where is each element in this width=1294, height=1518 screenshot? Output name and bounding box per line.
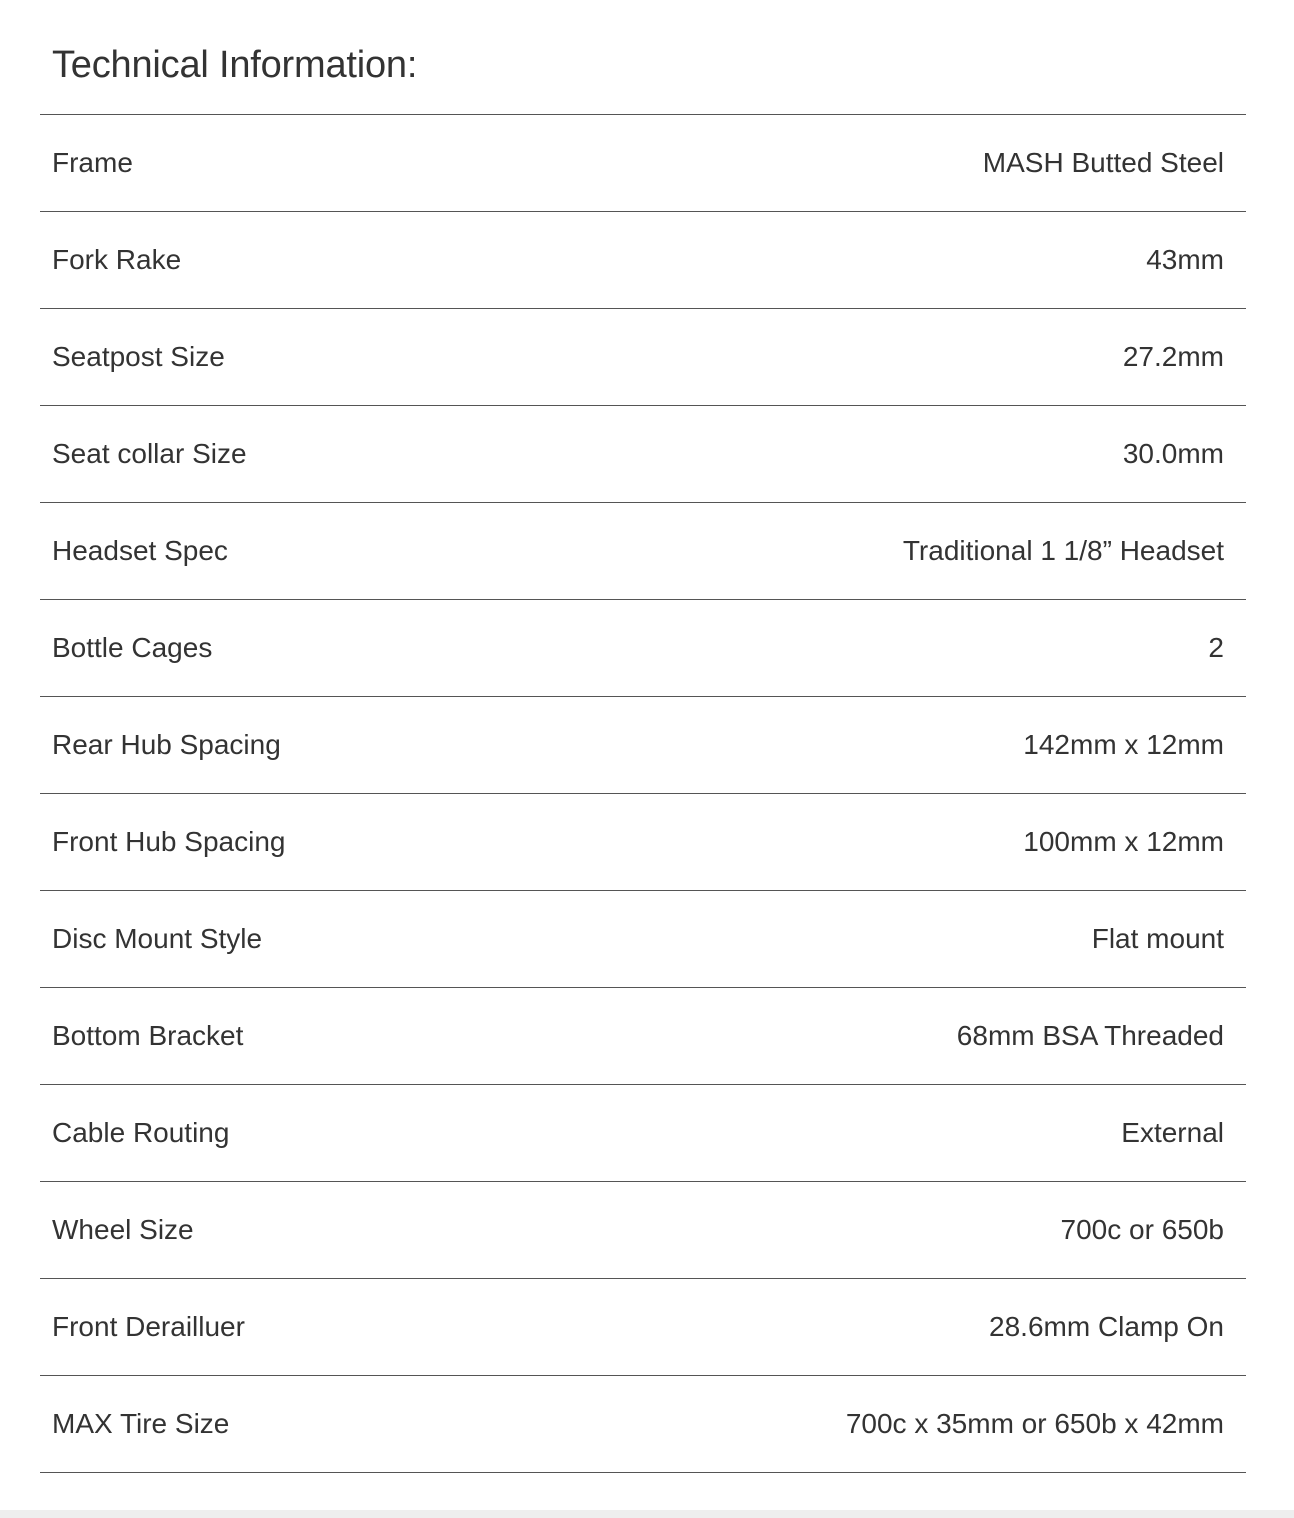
spec-label: Rear Hub Spacing — [52, 729, 281, 761]
spec-label: MAX Tire Size — [52, 1408, 230, 1440]
spec-value: 27.2mm — [1122, 341, 1224, 373]
spec-row-seatpost-size — [40, 309, 1246, 406]
spec-label: Front Hub Spacing — [52, 826, 286, 858]
spec-table — [40, 114, 1246, 1473]
spec-label: Front Derailluer — [52, 1311, 245, 1343]
spec-row-bottom-bracket — [40, 988, 1246, 1085]
spec-label: Headset Spec — [52, 535, 228, 567]
spec-value: MASH Butted Steel — [982, 147, 1224, 179]
spec-value: 43mm — [1146, 244, 1224, 276]
spec-label: Seat collar Size — [52, 438, 247, 470]
spec-label: Cable Routing — [52, 1117, 230, 1149]
spec-value: Traditional 1 1/8” Headset — [902, 535, 1224, 567]
spec-row-bottle-cages — [40, 600, 1246, 697]
spec-row-front-hub-spacing — [40, 794, 1246, 891]
page-footer-band — [0, 1510, 1294, 1518]
spec-row-fork-rake — [40, 212, 1246, 309]
spec-label: Fork Rake — [52, 244, 182, 276]
spec-value: 700c x 35mm or 650b x 42mm — [845, 1408, 1224, 1440]
spec-row-disc-mount-style — [40, 891, 1246, 988]
spec-label: Wheel Size — [52, 1214, 194, 1246]
spec-value: External — [1121, 1117, 1224, 1149]
spec-value: 2 — [1208, 632, 1224, 664]
spec-value: 28.6mm Clamp On — [989, 1311, 1224, 1343]
spec-value: 700c or 650b — [1060, 1214, 1224, 1246]
spec-value: Flat mount — [1091, 923, 1224, 955]
spec-row-wheel-size — [40, 1182, 1246, 1279]
spec-row-frame — [40, 115, 1246, 212]
spec-label: Seatpost Size — [52, 341, 225, 373]
spec-label: Bottle Cages — [52, 632, 213, 664]
spec-row-headset-spec — [40, 503, 1246, 600]
spec-value: 68mm BSA Threaded — [956, 1020, 1224, 1052]
spec-value: 142mm x 12mm — [1023, 729, 1224, 761]
spec-row-cable-routing — [40, 1085, 1246, 1182]
spec-row-rear-hub-spacing — [40, 697, 1246, 794]
spec-row-seat-collar-size — [40, 406, 1246, 503]
spec-label: Bottom Bracket — [52, 1020, 244, 1052]
spec-row-max-tire-size — [40, 1376, 1246, 1473]
spec-value: 30.0mm — [1122, 438, 1224, 470]
section-title: Technical Information: — [52, 44, 418, 86]
spec-value: 100mm x 12mm — [1023, 826, 1224, 858]
spec-label: Disc Mount Style — [52, 923, 263, 955]
spec-row-front-derailleur — [40, 1279, 1246, 1376]
technical-information-section — [40, 0, 1246, 1473]
spec-label: Frame — [52, 147, 133, 179]
